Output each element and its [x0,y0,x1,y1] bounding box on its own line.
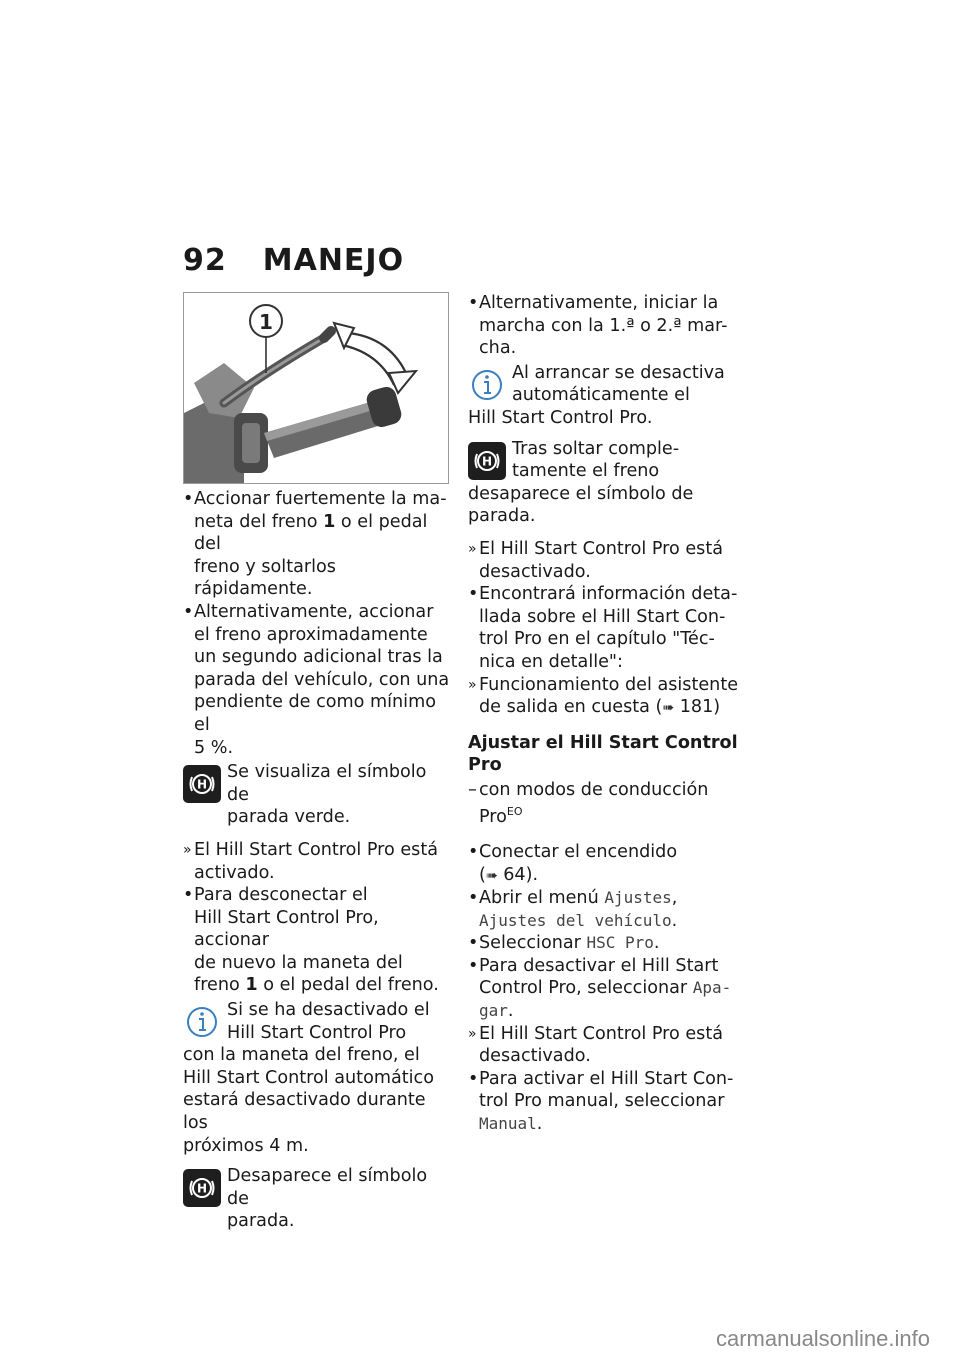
info-icon [468,366,506,404]
right-column [468,292,740,1136]
list-item: • Para desconectar el Hill Start Control Pro, accionar de nuevo la maneta del freno 1 o el pedal del freno. [183,885,439,996]
list-item: • Alternativamente, accionar el freno aproximadamente un segundo adicional tras la parada del vehículo, con una pendiente de como mínimo el 5 %. [183,601,450,758]
hill-hold-indicator-icon [468,442,506,480]
requirement-item: – con modos de conducción Pro$^{EO}$ [468,779,709,828]
page-header [183,243,404,278]
menu-name: Manual [479,1114,537,1134]
result-item: » El Hill Start Control Pro está desactivado. [468,538,724,582]
brake-lever-illustration [184,293,449,484]
result-item: » El Hill Start Control Pro está activado. [183,839,439,883]
info-note: Al arrancar se desactiva automáticamente el Hill Start Control Pro. [468,362,725,428]
left-column [183,292,453,1241]
cross-reference-item[interactable]: » Funcionamiento del asistente de salida en cuesta (➠ 181) [468,674,739,718]
figure-callout-1: 1 [259,310,273,334]
menu-name: Ajustes [604,888,672,908]
hill-hold-note: H Desaparece el símbolo de parada. [183,1165,453,1233]
list-item: • Encontrará información deta- llada sobre el Hill Start Con- trol Pro en el capítulo "Téc- nica en detalle": [468,584,738,672]
page-reference[interactable]: 64 [503,864,526,885]
list-item: • Para desactivar el Hill Start Control Pro, seleccionar Apa- gar. [468,955,732,1022]
hill-hold-note: H Se visualiza el símbolo de parada verde. [183,761,453,829]
info-note: Si se ha desactivado el Hill Start Control Pro con la maneta del freno, el Hill Start Control automático estará desactivado durante los próximos 4 m. [183,1000,434,1156]
list-item: • Para activar el Hill Start Con- trol Pro manual, seleccionar Manual. [468,1068,734,1135]
menu-name: Ajustes del vehículo [479,910,672,930]
menu-name: HSC Pro [586,933,654,953]
info-icon [183,1003,221,1041]
list-item: • Accionar fuertemente la ma- neta del freno 1 o el pedal del freno y soltarlos rápidamente. [183,489,447,600]
hill-hold-indicator-icon [183,765,221,803]
list-item: • Alternativamente, iniciar la marcha con la 1.ª o 2.ª mar- cha. [468,293,728,359]
page-reference-arrow-icon: ➠ [485,867,498,884]
brake-lever-figure [183,292,449,484]
result-item: » El Hill Start Control Pro está desactivado. [468,1023,724,1067]
page-reference-arrow-icon: ➠ [662,700,675,717]
list-item: • Seleccionar HSC Pro. [468,933,660,954]
svg-text:H: H [481,454,493,469]
list-item: • Conectar el encendido (➠ 64). [468,841,678,885]
svg-text:H: H [196,777,208,792]
page-reference[interactable]: 181 [679,697,714,718]
section-heading: Ajustar el Hill Start Control Pro [468,732,738,776]
list-item: • Abrir el menú Ajustes, Ajustes del vehículo. [468,888,678,931]
watermark: carmanualsonline.info [715,1326,930,1351]
section-title: MANEJO [262,243,405,278]
hill-hold-indicator-icon [183,1169,221,1207]
svg-text:H: H [196,1181,208,1196]
hill-hold-note: H Tras soltar comple- tamente el freno desaparece el símbolo de parada. [468,438,694,527]
page-number: 92 [183,243,227,278]
